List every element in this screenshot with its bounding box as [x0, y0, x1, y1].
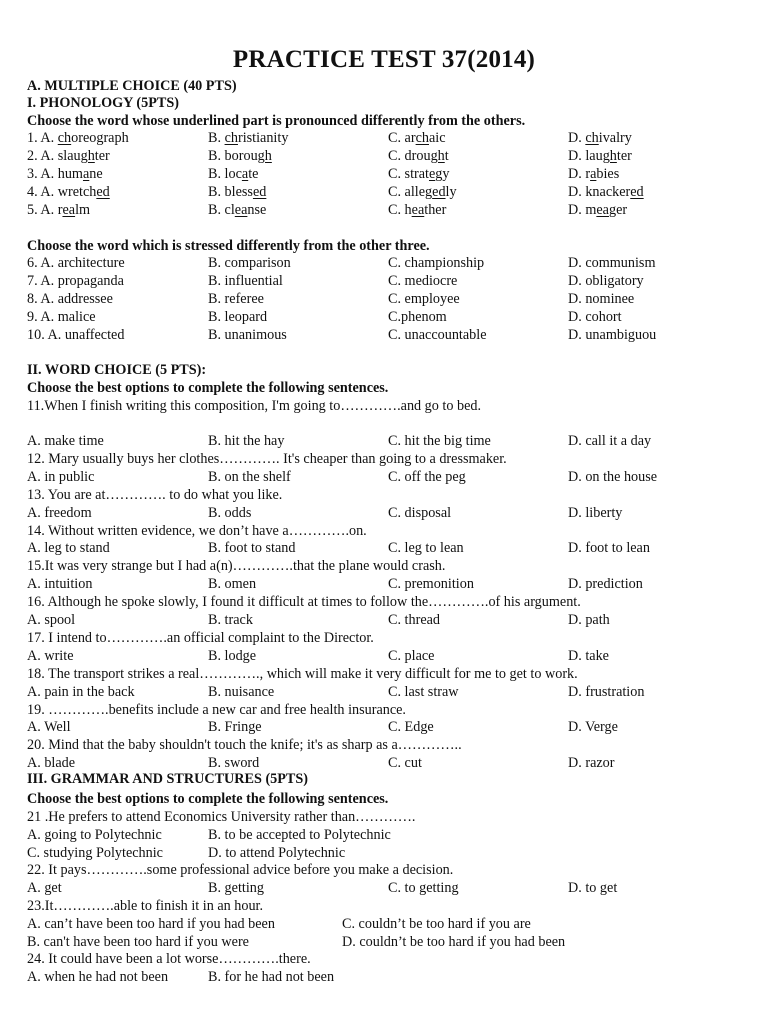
q12-option-d: D. on the house [568, 468, 658, 485]
underlined-part: ch [224, 130, 238, 146]
option-text: ivalry [598, 130, 632, 146]
underlined-part: gh [80, 148, 95, 164]
q10-option-c: C. unaccountable [388, 327, 487, 343]
q13-option-b: B. odds [208, 504, 252, 521]
option-text: C. strat [388, 166, 429, 182]
q3-option-c [388, 166, 449, 183]
q15-option-d: D. prediction [568, 576, 643, 593]
q3-option-a [27, 166, 103, 183]
q7-option-b: B. influential [208, 273, 283, 289]
question-13: 13. You are at…………. to do what you like. [27, 486, 283, 503]
q12-option-b: B. on the shelf [208, 468, 291, 485]
q17-option-d: D. take [568, 647, 609, 664]
q21-option-b: B. to be accepted to Polytechnic [208, 827, 391, 843]
option-text: B. borou [208, 148, 258, 164]
q18-option-d: D. frustration [568, 683, 645, 700]
q19-option-c: C. Edge [388, 719, 434, 736]
q19-option-d: D. Verge [568, 719, 618, 736]
word-choice-instruction: Choose the best options to complete the following sentences. [27, 380, 389, 396]
underlined-part: gh [430, 148, 445, 164]
underlined-part: ed [630, 184, 644, 200]
underlined-part: ed [432, 184, 446, 200]
option-text: D. r [568, 166, 591, 182]
question-15: 15.It was very strange but I had a(n)………….that the plane would crash. [27, 558, 446, 575]
option-text: gy [435, 166, 450, 182]
q8-option-a: 8. A. addressee [27, 291, 113, 307]
q9-option-b: B. leopard [208, 309, 268, 325]
option-text: D. [568, 130, 586, 146]
option-text: ly [445, 184, 457, 200]
q15-option-c: C. premonition [388, 576, 474, 593]
option-text: D. m [568, 202, 597, 218]
q13-option-a: A. freedom [27, 504, 92, 521]
option-text: D. knacker [568, 184, 631, 200]
q5-option-d [568, 202, 627, 219]
q21-option-a: A. going to Polytechnic [27, 827, 162, 843]
q11-option-d: D. call it a day [568, 433, 652, 449]
q12-option-c: C. off the peg [388, 468, 466, 485]
q15-option-b: B. omen [208, 576, 257, 593]
option-text: oreograph [71, 130, 129, 146]
q8-option-b: B. referee [208, 291, 264, 307]
q4-option-c [388, 184, 457, 201]
q6-option-c: C. championship [388, 255, 485, 271]
q12-option-a: A. in public [27, 468, 95, 485]
q4-option-b [208, 184, 266, 201]
q19-option-a: A. Well [27, 719, 71, 736]
page-title: PRACTICE TEST 37(2014) [232, 46, 536, 73]
q17-option-c: C. place [388, 647, 435, 664]
section-a-heading: A. MULTIPLE CHOICE (40 PTS) [27, 78, 237, 94]
q21-option-c: C. studying Polytechnic [27, 845, 163, 861]
q9-option-d: D. cohort [568, 309, 622, 325]
q23-option-c: C. couldn’t be too hard if you are [342, 916, 531, 932]
underlined-part: a [241, 166, 249, 182]
q1-option-a [27, 130, 129, 147]
question-12: 12. Mary usually buys her clothes…………. It's cheaper than going to a dressmaker. [27, 450, 507, 467]
q9-option-a: 9. A. malice [27, 309, 96, 325]
q7-option-d: D. obligatory [568, 273, 644, 289]
q6-option-a: 6. A. architecture [27, 255, 125, 271]
option-text: B. bless [208, 184, 253, 200]
q13-option-d: D. liberty [568, 504, 623, 521]
underlined-part: ch [585, 130, 599, 146]
underlined-part: ch [57, 130, 72, 146]
grammar-instruction: Choose the best options to complete the following sentences. [27, 791, 389, 807]
q24-option-a: A. when he had not been [27, 969, 169, 985]
option-text: ne [89, 166, 103, 182]
option-text: ger [608, 202, 628, 218]
q1-option-c [388, 130, 446, 147]
question-22: 22. It pays………….some professional advice before you make a decision. [27, 862, 454, 878]
q14-option-b: B. foot to stand [208, 540, 296, 557]
option-text: nse [247, 202, 267, 218]
q20-option-d: D. razor [568, 755, 615, 772]
option-text: 3. A. hum [27, 166, 83, 182]
option-text: B. loc [208, 166, 242, 182]
option-text: aic [429, 130, 446, 146]
q17-option-b: B. lodge [208, 647, 257, 664]
option-text: B. [208, 130, 225, 146]
q10-option-a: 10. A. unaffected [27, 327, 125, 343]
underlined-part: ea [411, 202, 425, 218]
q16-option-d: D. path [568, 612, 610, 628]
question-24: 24. It could have been a lot worse………….there. [27, 951, 311, 967]
q8-option-d: D. nominee [568, 291, 635, 307]
q16-option-c: C. thread [388, 612, 441, 628]
q7-option-c: C. mediocre [388, 273, 458, 289]
q11-option-c: C. hit the big time [388, 433, 491, 449]
q11-option-b: B. hit the hay [208, 433, 285, 449]
q2-option-c [388, 148, 449, 165]
q22-option-c: C. to getting [388, 880, 459, 896]
q15-option-a: A. intuition [27, 576, 93, 593]
underlined-part: e [428, 166, 436, 182]
underlined-part: gh [257, 148, 272, 164]
q6-option-d: D. communism [568, 255, 656, 271]
option-text: ristianity [237, 130, 289, 146]
option-text: te [248, 166, 259, 182]
underlined-part: ea [596, 202, 609, 218]
question-17: 17. I intend to………….an official complaint to the Director. [27, 629, 374, 646]
q18-option-a: A. pain in the back [27, 683, 135, 700]
q23-option-a: A. can’t have been too hard if you had been [27, 916, 275, 932]
phonology-instruction-2: Choose the word which is stressed differently from the other three. [27, 238, 430, 254]
q22-option-a: A. get [27, 880, 62, 896]
q20-option-b: B. sword [208, 755, 260, 772]
q9-option-c: C.phenom [388, 309, 447, 325]
q8-option-c: C. employee [388, 291, 460, 307]
q4-option-a [27, 184, 110, 201]
q10-option-d: D. unambiguou [568, 327, 657, 343]
option-text: B. cl [208, 202, 235, 218]
question-14: 14. Without written evidence, we don’t have a………….on. [27, 522, 367, 539]
question-18: 18. The transport strikes a real…………., which will make it very difficult for me to get to work. [27, 665, 578, 682]
q1-option-b [208, 130, 288, 147]
question-21: 21 .He prefers to attend Economics University rather than…………. [27, 809, 416, 825]
phonology-instruction-1: Choose the word whose underlined part is pronounced differently from the others. [27, 113, 526, 129]
option-text: C. ar [388, 130, 416, 146]
q23-option-d: D. couldn’t be too hard if you had been [342, 934, 566, 950]
underlined-part: ed [252, 184, 267, 200]
underlined-part: ea [62, 202, 76, 218]
option-text: C. alleg [388, 184, 433, 200]
option-text: ther [424, 202, 447, 218]
q11-option-a: A. make time [27, 433, 104, 449]
option-text: lm [75, 202, 91, 218]
q10-option-b: B. unanimous [208, 327, 287, 343]
q19-option-b: B. Fringe [208, 719, 262, 736]
q16-option-b: B. track [208, 612, 253, 628]
phonology-heading: I. PHONOLOGY (5PTS) [27, 95, 179, 111]
q20-option-c: C. cut [388, 755, 422, 772]
q2-option-a [27, 148, 110, 165]
q18-option-c: C. last straw [388, 683, 459, 700]
q5-option-a [27, 202, 90, 219]
q14-option-d: D. foot to lean [568, 540, 650, 557]
q13-option-c: C. disposal [388, 504, 452, 521]
q22-option-b: B. getting [208, 880, 264, 896]
option-text: 4. A. wretch [27, 184, 97, 200]
question-11: 11.When I finish writing this composition, I'm going to………….and go to bed. [27, 398, 482, 414]
q2-option-b [208, 148, 272, 165]
question-19: 19. ………….benefits include a new car and free health insurance. [27, 701, 406, 718]
q21-option-d: D. to attend Polytechnic [208, 845, 346, 861]
q22-option-d: D. to get [568, 880, 618, 896]
question-16: 16. Although he spoke slowly, I found it difficult at times to follow the………….of his argument. [27, 594, 581, 611]
q6-option-b: B. comparison [208, 255, 291, 271]
option-text: ter [616, 148, 632, 164]
option-text: 5. A. r [27, 202, 63, 218]
q18-option-b: B. nuisance [208, 683, 275, 700]
option-text: C. drou [388, 148, 431, 164]
underlined-part: ea [234, 202, 248, 218]
q16-option-a: A. spool [27, 612, 76, 628]
underlined-part: ed [96, 184, 110, 200]
q20-option-a: A. blade [27, 755, 76, 772]
q24-option-b: B. for he had not been [208, 969, 335, 985]
option-text: t [444, 148, 449, 164]
question-20: 20. Mind that the baby shouldn't touch the knife; it's as sharp as a………….. [27, 737, 462, 754]
word-choice-heading: II. WORD CHOICE (5 PTS): [27, 362, 207, 378]
option-text: 1. A. [27, 130, 58, 146]
q17-option-a: A. write [27, 647, 74, 664]
q7-option-a: 7. A. propaganda [27, 273, 124, 289]
q14-option-c: C. leg to lean [388, 540, 464, 557]
q2-option-d [568, 148, 632, 165]
q3-option-b [208, 166, 258, 183]
option-text: 2. A. slau [27, 148, 81, 164]
underlined-part: a [590, 166, 597, 182]
option-text: bies [596, 166, 620, 182]
underlined-part: a [82, 166, 90, 182]
q23-option-b: B. can't have been too hard if you were [27, 934, 249, 950]
underlined-part: gh [602, 148, 617, 164]
grammar-heading: III. GRAMMAR AND STRUCTURES (5PTS) [27, 771, 309, 787]
option-text: ter [94, 148, 110, 164]
option-text: D. lau [568, 148, 603, 164]
q1-option-d [568, 130, 632, 147]
q4-option-d [568, 184, 644, 201]
underlined-part: ch [415, 130, 429, 146]
q5-option-c [388, 202, 446, 219]
option-text: C. h [388, 202, 412, 218]
question-23: 23.It………….able to finish it in an hour. [27, 898, 264, 914]
q14-option-a: A. leg to stand [27, 540, 110, 557]
q5-option-b [208, 202, 266, 219]
q3-option-d [568, 166, 619, 183]
